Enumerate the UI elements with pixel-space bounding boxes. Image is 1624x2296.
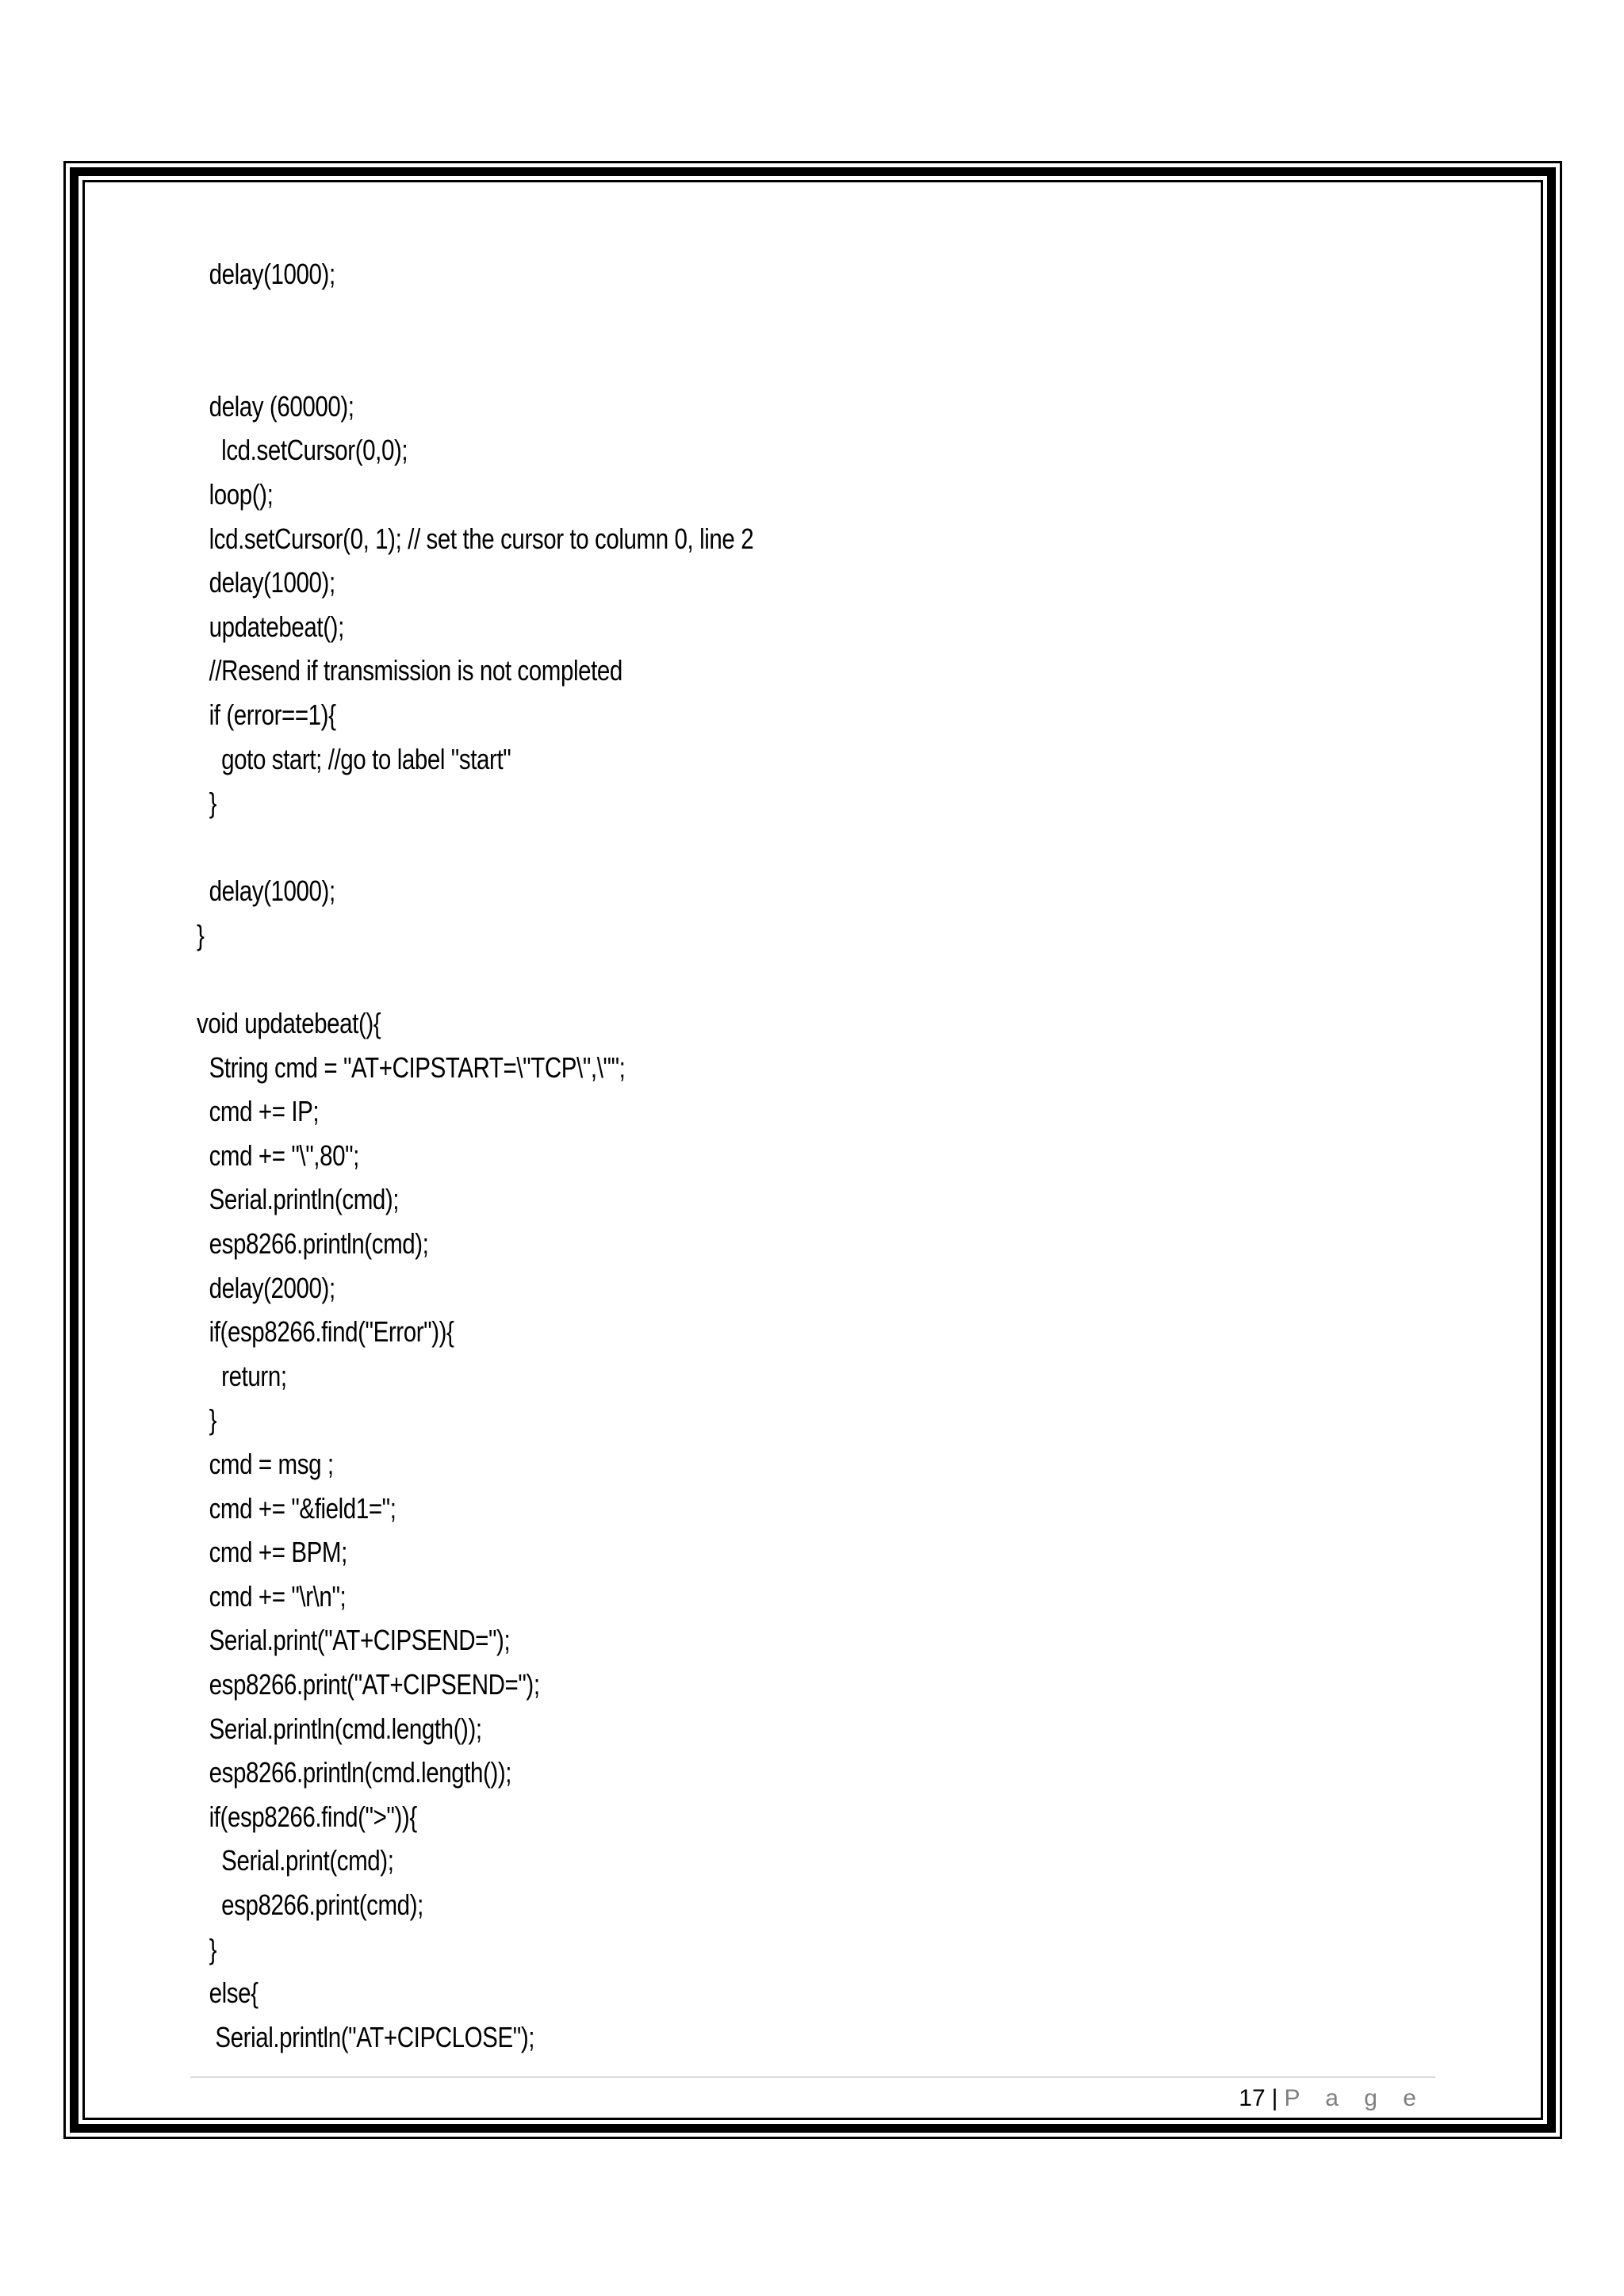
code-line: lcd.setCursor(0, 1); // set the cursor to column 0, line 2 — [197, 522, 754, 555]
code-line: if (error==1){ — [197, 698, 336, 731]
code-line: cmd += "\r\n"; — [197, 1579, 347, 1613]
page-label: P a g e — [1284, 2085, 1426, 2111]
page-number: 17 — [1239, 2085, 1266, 2111]
code-line: Serial.println(cmd.length()); — [197, 1712, 482, 1745]
code-line: delay(1000); — [197, 874, 335, 908]
code-listing — [197, 252, 753, 2059]
code-line: goto start; //go to label "start" — [197, 742, 511, 775]
code-line: return; — [197, 1359, 287, 1392]
code-line: cmd += BPM; — [197, 1536, 347, 1569]
code-line: else{ — [197, 1976, 259, 2010]
code-line — [197, 958, 753, 1002]
code-line: delay(1000); — [197, 566, 335, 599]
code-line: if(esp8266.find("Error")){ — [197, 1315, 454, 1349]
code-line: } — [197, 786, 217, 820]
code-line — [197, 340, 753, 385]
code-line: loop(); — [197, 477, 274, 511]
code-line — [197, 297, 753, 341]
code-line: cmd += IP; — [197, 1095, 320, 1128]
code-line: } — [197, 1932, 217, 1965]
code-line: cmd = msg ; — [197, 1448, 334, 1481]
code-line: cmd += "\",80"; — [197, 1138, 359, 1172]
code-line: Serial.print(cmd); — [197, 1844, 394, 1877]
code-line: if(esp8266.find(">")){ — [197, 1800, 417, 1833]
code-line: String cmd = "AT+CIPSTART=\"TCP\",\""; — [197, 1050, 626, 1084]
page-footer — [1239, 2085, 1426, 2112]
code-line: delay (60000); — [197, 389, 354, 423]
code-line: esp8266.print("AT+CIPSEND="); — [197, 1668, 540, 1701]
code-line: cmd += "&field1="; — [197, 1491, 396, 1525]
code-line: Serial.println("AT+CIPCLOSE"); — [197, 2020, 535, 2053]
code-line: Serial.print("AT+CIPSEND="); — [197, 1624, 511, 1657]
code-line: updatebeat(); — [197, 610, 344, 643]
code-line: } — [197, 1403, 217, 1437]
code-line: } — [197, 918, 205, 951]
code-line: Serial.println(cmd); — [197, 1183, 400, 1216]
code-line: void updatebeat(){ — [197, 1007, 381, 1040]
code-line: esp8266.println(cmd); — [197, 1227, 429, 1261]
code-line: lcd.setCursor(0,0); — [197, 434, 408, 467]
code-line: esp8266.print(cmd); — [197, 1888, 423, 1921]
footer-separator: | — [1271, 2085, 1278, 2111]
code-line: delay(1000); — [197, 258, 335, 290]
code-line: esp8266.println(cmd.length()); — [197, 1756, 512, 1789]
code-line: //Resend if transmission is not completed — [197, 654, 622, 687]
footer-divider — [190, 2076, 1435, 2078]
code-line — [197, 825, 753, 870]
code-line: delay(2000); — [197, 1271, 335, 1304]
